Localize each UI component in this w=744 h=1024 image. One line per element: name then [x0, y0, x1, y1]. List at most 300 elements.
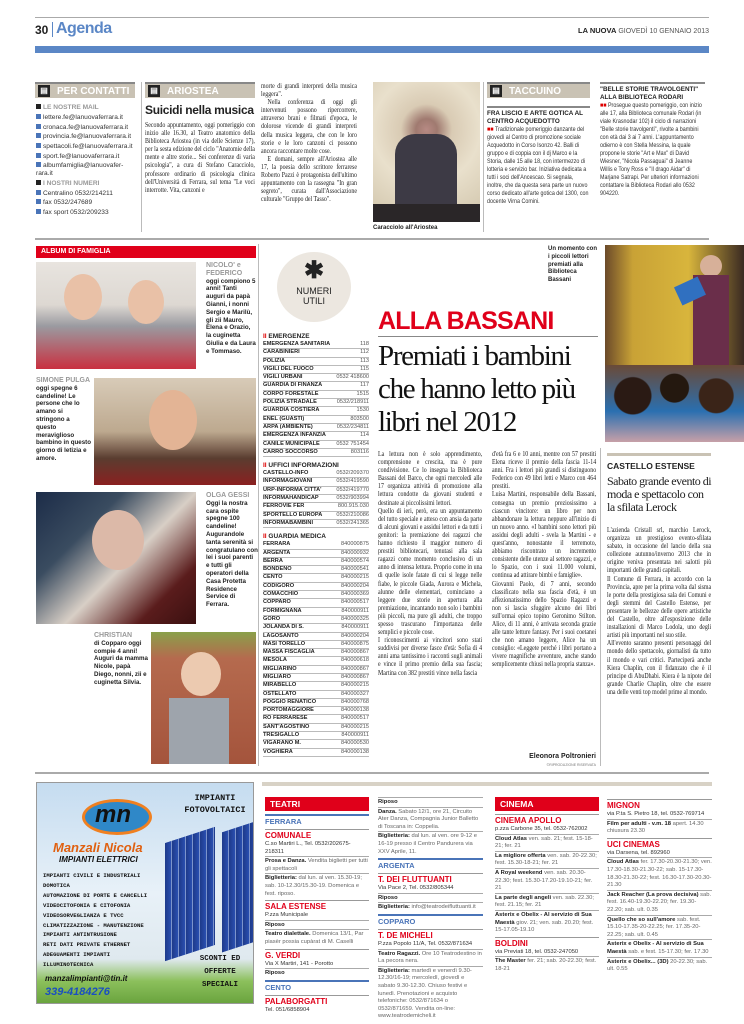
numeri-row: [263, 633, 369, 641]
numeri-value: 840000215: [341, 574, 369, 581]
numeri-value: 0532/419770: [336, 486, 369, 493]
numeri-row: [263, 416, 369, 424]
numeri-row: [263, 599, 369, 607]
numeri-value: 1515: [356, 390, 369, 397]
contatti-title: PER CONTATTI: [57, 86, 130, 97]
listing-title: Teatro Ragazzi.: [378, 950, 421, 957]
listing-line: [378, 893, 483, 903]
venue-name: SALA ESTENSE: [265, 900, 369, 912]
numeri-value: 0532/234811: [336, 423, 369, 430]
numeri-utili-list: [263, 332, 369, 757]
phone-number: Centralino 0532/214211: [36, 189, 138, 199]
numeri-value: 840000875: [341, 541, 369, 548]
numeri-label: POGGIO RENATICO: [263, 698, 317, 705]
numeri-value: 0532 418600: [336, 374, 369, 381]
listing-title: La migliore offerta: [495, 852, 546, 859]
album-header: ALBUM DI FAMIGLIA: [36, 246, 256, 258]
listing-title: Riposo: [265, 921, 285, 928]
listing-detail: dal lun. al ven. 15.30-19; sab. 10-12.30/15.30-19. Domenica e fest. riposo.: [265, 875, 362, 897]
numeri-row: [263, 674, 369, 682]
numeri-row: [263, 399, 369, 407]
listing-line: P.zza Municipale: [265, 912, 309, 919]
mail-link[interactable]: cronaca.fe@lanuovaferrara.it: [36, 123, 138, 133]
section-rule: [35, 238, 709, 240]
listing-line: [265, 929, 369, 946]
mail-link[interactable]: spettacoli.fe@lanuovaferrara.it: [36, 142, 138, 152]
numeri-row: [263, 349, 369, 357]
album-caption: NICOLO' e FEDERICO oggi compiono 5 anni! Tanti auguri da papà Gianni, i nonni Sergio e Marilù, gli zii Mauro, Elena e Orazio, la cuginetta Giulia e da Laura e Tommaso.: [206, 262, 256, 355]
numeri-row: [263, 407, 369, 415]
numeri-label: EMERGENZA INFANZIA: [263, 432, 326, 439]
numeri-label: SANT'AGOSTINO: [263, 723, 310, 730]
cinema-header: CINEMA: [495, 797, 599, 811]
page-number: 30: [35, 23, 49, 37]
numeri-label: FERRARA: [263, 541, 291, 548]
cinema-column-2: [607, 797, 712, 974]
ad-service-item: VIDEOSORVEGLIANZA E TVCC: [43, 911, 124, 919]
listing-title: Cloud Atlas: [607, 859, 639, 866]
ad-service-item: IMPIANTI ANTINTRUSIONE: [43, 931, 117, 939]
contatti-list: [36, 103, 138, 218]
album-photo-christian: [151, 632, 256, 764]
taccuino-item1-text: ■■ Tradizionale pomeriggio danzante del giovedì al Centro di promozione sociale Acquedotto in Corso Isonzo 42. Balli di gruppo e di coppia con il dj Marco e la Storia, dalle 15 alle 18, con intermezzo di lotteria e servizio bar. Iniziativa dedicata a tutti i soci dell'Ancescao. Si segnala, inoltre, che da questa sera parte un nuovo corso dedicato all'arte gotica del 1300, con docente Virna Comini.: [487, 126, 589, 205]
manzali-advertisement[interactable]: [36, 782, 254, 1004]
listing-line: [378, 966, 483, 1021]
listings-band: [262, 782, 712, 786]
teatri-column-2: [378, 797, 483, 1021]
bassani-headline: Premiati i bambini che hanno letto più libri nel 2012: [378, 340, 575, 438]
listing-line: [607, 890, 712, 915]
listing-detail: martedì e venerdì 9.30-12.30/16-19; mercoledì, giovedì e sabato 9.30-12.30. Chiuso festivi e lunedì. Prenotazioni e acquisto telefoniche: 0532/871634 o 0532/871659. Vendita on-line: www.teatrodemicheli.it: [378, 967, 472, 1020]
numeri-label: FORMIGNANA: [263, 607, 302, 614]
numeri-value: 840000517: [341, 599, 369, 606]
listing-detail: Sabato 12/1, ore 21, Circuito Ater Danza, Compagnia Junior Balletto di Toscana in: Coppelia.: [378, 808, 479, 830]
paper-name: LA NUOVA: [578, 26, 617, 35]
numeri-label: JOLANDA DI S.: [263, 624, 304, 631]
masthead: [578, 26, 709, 35]
listing-line: Tel. 051/6858904: [265, 1006, 310, 1013]
numeri-row: [263, 391, 369, 399]
numeri-row: [263, 699, 369, 707]
listing-title: Biglietteria:: [378, 967, 410, 974]
numeri-row: [263, 583, 369, 591]
numeri-group-heading: II EMERGENZE: [263, 332, 369, 341]
numeri-row: [263, 616, 369, 624]
asterisk-icon: ✱: [304, 257, 325, 284]
numeri-row: [263, 649, 369, 657]
teatri-header: TEATRI: [265, 797, 369, 811]
contatti-header: [35, 82, 135, 98]
numeri-value: 117: [360, 382, 369, 389]
album-caption: OLGA GESSI Oggi la nostra cara ospite spegne 100 candeline! Augurandole tanta serenità si congratulano con lei i suoi parenti e tutti gli operatori della Casa Protetta Residence Service di Ferrara.: [206, 492, 258, 609]
numeri-row: [263, 657, 369, 665]
listing-detail: Vendita biglietti per tutti gli spettacoli: [265, 858, 368, 872]
listing-line: P.zza Popolo 11/A, Tel. 0532/871634: [378, 940, 473, 947]
listing-title: The Master: [495, 958, 526, 965]
listing-title: Biglietteria:: [378, 904, 410, 911]
numeri-label: COMACCHIO: [263, 591, 299, 598]
listing-title: A Royal weekend: [495, 869, 543, 876]
numeri-value: 0532/241365: [336, 519, 369, 526]
taccuino-item2-title: "BELLE STORIE TRAVOLGENTI" ALLA BIBLIOTECA RODARI: [600, 86, 699, 101]
listing-detail: fer. 21; sab. 20-22.30; fest. 18-21: [495, 958, 597, 972]
listing-line: [265, 968, 369, 978]
castello-kicker: CASTELLO ESTENSE: [607, 461, 695, 471]
numeri-group-heading: II UFFICI INFORMAZIONI: [263, 461, 369, 470]
numeri-value: 840000867: [341, 649, 369, 656]
listing-title: Cloud Atlas: [495, 835, 527, 842]
numeri-row: [263, 608, 369, 616]
listing-line: [378, 949, 483, 966]
listing-title: Asterix e Obelix - Al servizio di Sua Maestà: [607, 941, 704, 955]
numeri-row: [263, 358, 369, 366]
numeri-value: 1530: [356, 407, 369, 414]
bassani-photo-caption: Un momento con i piccoli lettori premiati alla Biblioteca Bassani: [548, 246, 597, 284]
listing-title: Danza.: [378, 808, 397, 815]
column-divider: [258, 244, 259, 766]
listing-line: [378, 807, 483, 832]
numeri-value: 840000618: [341, 657, 369, 664]
listing-detail: Ore 10 Teatrodestino in La pecora nera.: [378, 950, 482, 965]
numeri-label: GUARDIA DI FINANZA: [263, 382, 323, 389]
castello-headline: Sabato grande evento di moda e spettacolo con la sfilata Lerock: [607, 474, 712, 514]
listing-detail: sab. fest. 15.10-17.35-20-22.25; fer. 17.35-20-22.25; sab. ult. 0.45: [607, 916, 701, 938]
ariostea-headline: Suicidi nella musica: [145, 103, 254, 117]
listing-line: [265, 873, 369, 898]
taccuino-header: [487, 82, 590, 98]
city-heading: ARGENTA: [378, 858, 483, 871]
phone-number: fax sport 0532/209233: [36, 208, 138, 218]
numeri-utili-badge: [277, 252, 351, 322]
numeri-label: CARRO SOCCORSO: [263, 448, 318, 455]
city-heading: FERRARA: [265, 814, 369, 827]
numeri-value: 840000204: [341, 582, 369, 589]
listing-detail: ven. sab. 20-22.30; fest. 15.30-18-21; fer. 21: [495, 852, 597, 867]
mail-link[interactable]: sport.fe@lanuovaferrara.it: [36, 152, 138, 162]
listing-line: via P.ta S. Pietro 18, tel. 0532-769714: [607, 811, 705, 817]
listing-line: [607, 857, 712, 889]
listing-detail: ven. sab. 22.30; fest. 21.15; fer. 21: [495, 894, 594, 909]
header-divider: [52, 22, 53, 37]
numeri-value: 840000138: [341, 707, 369, 714]
caracciolo-caption: Caracciolo all'Ariostea: [373, 225, 438, 231]
ariostea-text-2: morte di grandi interpreti della musica leggera". Nella conferenza di oggi gli intervenuti possono ripercorrere, attraverso brani e filmati d'epoca, le dolorose vicende di grandi interpreti della musica leggera, che con le loro storie e le loro canzoni ci possono ancora raccontare molte cose. E domani, sempre all'Ariostea alle 17, la poesia dello scrittore ferrarese Roberto Pazzi è protagonista dell'ultimo appuntamento con la rassegna "In gran segreto", curata dall'Associazione culturale "Gruppo del Tasso".: [261, 82, 357, 204]
listing-title: Teatro dialettale.: [265, 931, 311, 938]
numbers-heading: I NOSTRI NUMERI: [43, 179, 100, 187]
numeri-row: [263, 541, 369, 549]
listing-title: Biglietteria:: [378, 833, 410, 840]
listing-line: [495, 956, 599, 973]
ad-company: Manzali Nicola: [53, 840, 143, 855]
listing-line: [495, 851, 599, 868]
listing-line: [495, 868, 599, 893]
album-caption: SIMONE PULGA oggi spegne 6 candeline! Le persone che lo amano si stringono a questo meraviglioso bambino in questo giorno di letizia e amore.: [36, 377, 91, 462]
ad-service-item: CLIMATIZZAZIONE - MANUTENZIONE: [43, 921, 144, 929]
mail-link[interactable]: lettere.fe@lanuovaferrara.it: [36, 113, 138, 123]
numeri-row: [263, 591, 369, 599]
section-rule: [35, 772, 709, 774]
column-divider: [600, 448, 601, 766]
listing-line: [495, 910, 599, 935]
listing-title: Asterix e Obelix - Al servizio di Sua Maestà: [495, 911, 592, 926]
numeri-row: [263, 449, 369, 457]
listing-line: Via Pace 2, Tel. 0532/805344: [378, 885, 454, 892]
listing-title: La parte degli angeli: [495, 894, 552, 901]
numeri-value: 840000541: [341, 566, 369, 573]
listing-title: Jack Reacher (La prova decisiva): [607, 891, 699, 898]
numeri-row: [263, 558, 369, 566]
numeri-row: [263, 749, 369, 757]
mail-link[interactable]: provincia.fe@lanuovaferrara.it: [36, 132, 138, 142]
listing-title: Biglietteria:: [265, 875, 297, 882]
listing-detail: ven. sab. 20.30-22.30; fest. 15.30-17.20-19.10-21; fer. 21: [495, 869, 593, 892]
listing-line: [607, 939, 712, 956]
numeri-label: CANILE MUNICIPALE: [263, 440, 320, 447]
numeri-label: POLIZIA: [263, 357, 286, 364]
bassani-author: Eleonora Poltronieri: [529, 753, 596, 760]
ad-service-item: IMPIANTI CIVILI E INDUSTRIALI: [43, 872, 141, 879]
numeri-row: [263, 682, 369, 690]
numeri-row: [263, 478, 369, 486]
numeri-value: 840000911: [341, 624, 369, 631]
numeri-row: [263, 566, 369, 574]
numeri-label: TRESIGALLO: [263, 732, 300, 739]
numeri-label: INFORMAGIOVANI: [263, 478, 313, 485]
phone-number: fax 0532/247689: [36, 198, 138, 208]
numeri-value: 840000517: [341, 715, 369, 722]
numeri-label: VOGHIERA: [263, 748, 293, 755]
numeri-row: [263, 495, 369, 503]
rule: [378, 336, 598, 337]
ad-service-item: ILLUMINOTECNICA: [43, 961, 94, 969]
numeri-row: [263, 432, 369, 440]
numeri-label: INFORMABAMBINI: [263, 519, 314, 526]
listing-line: via Previati 18, tel. 0532-247050: [495, 948, 579, 955]
numeri-value: 840000325: [341, 615, 369, 622]
listing-line: [607, 915, 712, 940]
ad-service-item: RETI DATI PRIVATE ETHERNET: [43, 941, 131, 949]
numeri-label: OSTELLATO: [263, 690, 297, 697]
solar-panel: [222, 822, 254, 953]
numeri-label: GUARDIA COSTIERA: [263, 407, 320, 414]
listing-detail: apert. 14.30 chiusura 23.30: [607, 820, 704, 835]
numeri-value: 840000215: [341, 682, 369, 689]
listing-title: Asterix e Obelix... (3D): [607, 958, 669, 965]
listing-detail: fer. 17.30-20.30-21.30; ven. 17.30-18.30-21.30-22; sab. 15-17.30-18.30-21.30-22; fest. 16.30-17.30-20.30-21.30: [607, 859, 712, 889]
venue-name: MIGNON: [607, 799, 712, 811]
listing-title: Quello che so sull'amore: [607, 916, 676, 923]
bassani-photo: [605, 245, 744, 442]
numeri-value: 114: [360, 432, 369, 439]
numeri-row: [263, 740, 369, 748]
listing-line: [265, 920, 369, 930]
numeri-value: 840000875: [341, 640, 369, 647]
numeri-value: 840000215: [341, 723, 369, 730]
numeri-label: CENTO: [263, 574, 283, 581]
listing-detail: info@teatrodeifluttuanti.it: [409, 904, 476, 911]
numeri-label: COPPARO: [263, 599, 291, 606]
numeri-value: 840000574: [341, 557, 369, 564]
listing-line: Via X Martiri, 141 - Porotto: [265, 960, 334, 967]
numeri-label: GORO: [263, 615, 281, 622]
numeri-label: EMERGENZA SANITARIA: [263, 341, 331, 347]
numeri-value: 0532/210086: [336, 511, 369, 518]
listing-title: Riposo: [378, 799, 398, 805]
numeri-row: [263, 487, 369, 495]
venue-name: PALABORGATTI: [265, 995, 369, 1007]
numeri-row: [263, 707, 369, 715]
listing-line: [378, 831, 483, 856]
numeri-label: BONDENO: [263, 566, 292, 573]
listing-detail: 20-22.30; sab. ult. 0.55: [607, 958, 708, 973]
red-marker: ■■: [487, 126, 495, 133]
numeri-label: CARABINIERI: [263, 349, 300, 356]
numeri-row: [263, 574, 369, 582]
rule: [487, 106, 590, 108]
taccuino-item2-text: ■■ Prosegue questo pomeriggio, con inizio alle 17, alla Biblioteca comunale Rodari (in viale Krasnodar 102) il ciclo di narrazioni "Belle storie travolgenti", rivolte a bambini con età dai 3 ai 7 anni. L'appuntamento odierno è con Stella Messina, la quale propone le storie "Art e Max" di David Wiesner, "Nicola Passaguai" di Jeanne Willis e Tony Ross e "Il drago Aidar" di Marjane Satrapi. Per ulteriori informazioni contattare la Biblioteca Rodari allo 0532 904220.: [600, 102, 702, 197]
numeri-label: PORTOMAGGIORE: [263, 707, 314, 714]
listing-line: [378, 797, 483, 807]
listing-detail: sab. fest. 16.40-19.30-22.20; fer. 19.30-22.20; sab. ult. 0.35: [607, 891, 712, 913]
issue-date: GIOVEDÌ 10 GENNAIO 2013: [618, 28, 709, 35]
rights-notice: ©RIPRODUZIONE RISERVATA: [546, 763, 596, 767]
listing-line: p.zza Carbone 35, tel. 0532-762002: [495, 826, 588, 832]
numeri-row: [263, 366, 369, 374]
album-caption: CHRISTIAN di Copparo oggi compie 4 anni! Auguri da mamma Nicole, papà Diego, nonni, zii e cuginetta Silvia.: [94, 632, 148, 686]
numeri-label: ENEL (GUASTI): [263, 415, 305, 422]
numeri-label: CODIGORO: [263, 582, 295, 589]
numeri-label: SPORTELLO EUROPA: [263, 511, 323, 518]
venue-name: T. DEI FLUTTUANTI: [378, 873, 483, 885]
numeri-row: [263, 715, 369, 723]
numeri-row: [263, 424, 369, 432]
numeri-row: [263, 732, 369, 740]
numeri-label: VIGILI DEL FUOCO: [263, 365, 314, 372]
numeri-value: 118: [360, 341, 369, 347]
ad-email: manzalimpianti@tin.it: [45, 974, 128, 983]
venue-name: T. DE MICHELI: [378, 929, 483, 941]
photo-lectern: [373, 204, 480, 222]
venue-name: COMUNALE: [265, 829, 369, 841]
numeri-label: URP-INFORMA CITTA': [263, 486, 322, 493]
teatri-column-1: [265, 812, 369, 1014]
listing-line: [378, 902, 483, 912]
document-icon: ▤: [490, 85, 502, 97]
city-heading: COPPARO: [378, 914, 483, 927]
numeri-value: 800.915.030: [337, 503, 369, 510]
numeri-row: [263, 382, 369, 390]
numeri-label: MASI TORELLO: [263, 640, 306, 647]
listing-title: Prosa e Danza.: [265, 858, 307, 865]
numeri-row: [263, 624, 369, 632]
numeri-value: 840000369: [341, 591, 369, 598]
bassani-kicker: ALLA BASSANI: [378, 307, 554, 335]
listing-line: C.so Martiri L., Tel. 0532/202675-218311: [265, 841, 351, 855]
taccuino-item1-title: FRA LISCIO E ARTE GOTICA AL CENTRO ACQUEDOTTO: [487, 110, 583, 125]
numeri-row: [263, 470, 369, 478]
ad-service-item: VIDEOCITOFONIA E CITOFONIA: [43, 901, 131, 909]
numeri-value: 840000932: [341, 549, 369, 556]
ad-phone: 339-4184276: [45, 986, 110, 998]
ariostea-title: ARIOSTEA: [167, 86, 219, 97]
numeri-value: 0532/218911: [336, 399, 369, 406]
numeri-label: CASTELLO-INFO: [263, 470, 309, 477]
ad-services: [43, 871, 173, 970]
numeri-value: 840000530: [341, 740, 369, 747]
ad-service-item: AUTOMAZIONE DI PORTE E CANCELLI: [43, 891, 148, 899]
numeri-value: 0532 751454: [336, 440, 369, 447]
listing-line: [607, 819, 712, 836]
listing-detail: sab. e fest. 15-17.30; fer. 17.30: [626, 948, 709, 955]
album-photo-olga: [36, 492, 196, 624]
ad-service-item: ADEGUAMENTI IMPIANTI: [43, 951, 111, 959]
listing-title: Riposo: [378, 894, 398, 901]
header-bar: [35, 46, 709, 53]
listing-line: [495, 893, 599, 910]
numeri-value: 112: [360, 349, 369, 356]
numeri-row: [263, 512, 369, 520]
cinema-column-1: [495, 812, 599, 974]
numeri-label: POLIZIA STRADALE: [263, 399, 317, 406]
listing-line: via Darsena, tel. 892960: [607, 849, 670, 856]
numeri-row: [263, 503, 369, 511]
numeri-row: [263, 550, 369, 558]
numeri-value: 840000911: [341, 607, 369, 614]
ariostea-text-1: Secondo appuntamento, oggi pomeriggio con inizio alle 16.30, al Teatro anatomico della Biblioteca Ariostea (in via delle Scienze 17), per la sesta edizione del ciclo "Anatomie della mente e altre storie... Sei conferenze di varia psicologia", a cura di Stefano Caracciolo, professore ordinario di psicologia clinica dell'Università di Ferrara, sul tema "Le voci interrotte. Vita, canzoni e: [145, 121, 255, 194]
ad-offer: SCONTI ED OFFERTE SPECIALI: [199, 955, 241, 989]
mail-link[interactable]: albumfamiglia@lanuovafer-rara.it: [36, 161, 124, 177]
ad-subtitle: IMPIANTI ELETTRICI: [59, 855, 138, 864]
bassani-text-col1: La lettura non è solo apprendimento, comprensione e crescita, ma è pure condivisione. Ce lo insegna la Biblioteca Bassani del Barco, che ogni mercoledì alle 17 organizza attività di promozione alla lettura condotte da giovani studenti e destinate ai piccolissimi lettori. Quello di ieri, però, era un appuntamento del tutto speciale e atteso con ansia da parte di alcuni giovani e assidui lettori e da tutti i genitori: la premiazione dei ragazzi che hanno richiesto il maggior numero di prestiti bibliotecari, tenutasi alla sala ragazzi come momento conclusivo di un anno di intensa lettura. Proprio come in una di quelle isole fatate di cui si legge nelle fiabe, le piccole Giada, Aurora e Michela, alunne delle elementari, cominciano a leggere due storie in apertura alla premiazione, incantando non solo i bambini più piccoli, ma pure gli adulti, che troppo spesso trascurano l'importanza delle semplici e piccole cose. I riconoscimenti ai vincitori sono stati suddivisi per diverse fasce d'età: Sofia di 4 anni ama tantissimo i racconti sugli animali e vince il primo premio della sua fascia; Martina con 382 prestiti vince nella fascia: [378, 450, 483, 677]
listing-line: [495, 834, 599, 851]
numeri-value: 0532/209370: [336, 470, 369, 477]
album-photo-simone: [94, 378, 256, 485]
venue-name: UCI CINEMAS: [607, 838, 712, 850]
listing-title: Film per adulti - v.m. 18: [607, 820, 671, 827]
taccuino-title: TACCUINO: [509, 86, 562, 97]
column-divider: [141, 82, 142, 232]
numeri-row: [263, 520, 369, 528]
bassani-text-col2: d'età fra 6 e 10 anni, mentre con 57 prestiti Elena riceve il premio della fascia 11-14 anni. Fra i lettori più grandi si distinguono Federico con 49 libri letti e Marco con 464 prestiti. Luisa Martini, responsabile della Bassani, consegna un premio preziosissimo a ciascun vincitore: un libro per non abbandonare la lettura neppure all'inizio di un nuovo anno. «I bambini sono lettori più assidui degli adulti - svela la Martini - e quest'anno, nonostante il terremoto, abbiamo riscontrato un incremento consistente delle utenze al settore ragazzi, e lo Spazio, con i suoi 11.000 volumi, continua ad attirare bimbi e famiglie». Giovanni Paolo, di 7 anni, secondo classificato nella sua fascia d'età, è un affezionatissimo dello Spazio Ragazzi e non si lascia sfuggire alcuno dei libri sull'ormai epico topino Geronimo Stilton. Alice, di 11 anni, è arrivata seconda grazie alle tante letture fantasy. Per i suoi coetanei che non amano leggere, Alice ha un consiglio: «Leggete perché i libri portano a vivere magnifiche avventure, anche stando semplicemente chiusi nella propria stanza».: [492, 450, 597, 669]
caracciolo-photo: [373, 82, 480, 222]
ariostea-header: [145, 82, 255, 98]
numeri-label: MIGLIARINO: [263, 665, 297, 672]
city-heading: CENTO: [265, 980, 369, 993]
numeri-group-heading: II GUARDIA MEDICA: [263, 532, 369, 541]
numeri-label: INFORMAHANDICAP: [263, 495, 319, 502]
ad-fotovoltaici: IMPIANTI FOTOVOLTAICI: [184, 793, 246, 815]
column-divider: [483, 82, 484, 232]
numeri-value: 0532/419590: [336, 478, 369, 485]
venue-name: CINEMA APOLLO: [495, 814, 599, 826]
listing-detail: Domenica 13/1, Par piasèr possia cupàrat di M. Caselli: [265, 931, 364, 945]
venue-name: G. VERDI: [265, 949, 369, 961]
rule: [600, 82, 705, 84]
numeri-row: [263, 724, 369, 732]
numeri-label: ARPA (AMBIENTE): [263, 423, 313, 430]
numeri-row: [263, 691, 369, 699]
numeri-label: ARGENTA: [263, 549, 291, 556]
numeri-value: 115: [360, 365, 369, 372]
listing-line: [265, 856, 369, 873]
listing-line: [607, 957, 712, 974]
numeri-label: CORPO FORESTALE: [263, 390, 319, 397]
document-icon: ▤: [148, 85, 160, 97]
numeri-label: VIGARANO M.: [263, 740, 301, 747]
numeri-row: [263, 641, 369, 649]
album-photo-nicolo-federico: [36, 262, 196, 369]
ad-logo: mn: [95, 801, 131, 828]
